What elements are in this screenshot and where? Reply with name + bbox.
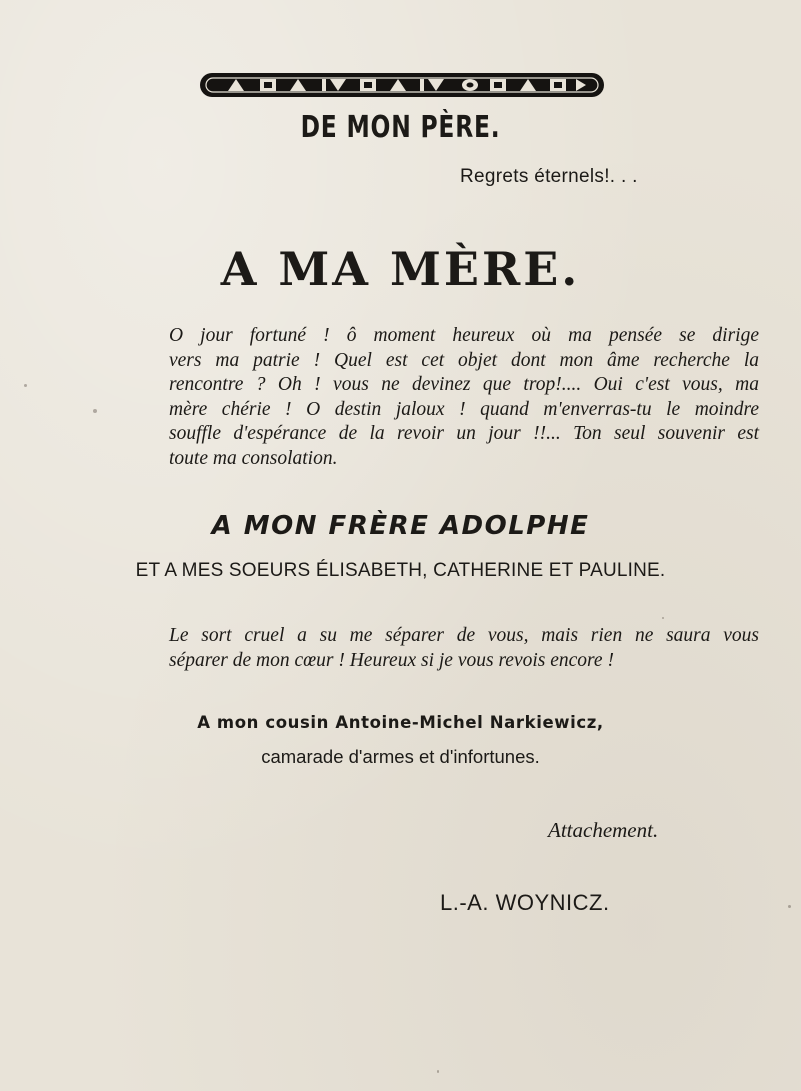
paragraph-line: vers ma patrie ! Quel est cet objet dont mon âme recherche la [169, 349, 759, 371]
paper-speck [437, 1070, 439, 1073]
heading-a-ma-mere: A MA MÈRE. [220, 242, 581, 296]
closing-attachement: Attachement. [548, 818, 659, 842]
paper-speck [662, 617, 664, 619]
paper-speck [24, 384, 27, 387]
paragraph-line: rencontre ? Oh ! vous ne devinez que trop!.... Oui c'est vous, ma [169, 374, 759, 395]
paragraph-line: O jour fortuné ! ô moment heureux où ma pensée se dirige [169, 325, 759, 346]
paragraph-line: toute ma consolation. [169, 447, 338, 469]
subtitle-camarade: camarade d'armes et d'infortunes. [261, 746, 540, 767]
heading-cousin: A mon cousin Antoine-Michel Narkiewicz, [197, 713, 604, 732]
paragraph-line: mère chérie ! O destin jaloux ! quand m'enverras-tu le moindre [169, 398, 759, 420]
paragraph-mere [169, 324, 759, 471]
paragraph-line: souffle d'espérance de la revoir un jour !!... Ton seul souvenir est [169, 423, 759, 444]
paragraph-line: Le sort cruel a su me séparer de vous, mais rien ne saura vous [169, 625, 759, 646]
ornamental-banner-graphic [198, 70, 606, 100]
heading-soeurs: ET A MES SOEURS ÉLISABETH, CATHERINE ET PAULINE. [135, 560, 666, 581]
ornamental-banner [198, 70, 606, 100]
paper-speck [93, 409, 97, 413]
subtitle-regrets: Regrets éternels!. . . [460, 166, 638, 187]
page-title: DE MON PÈRE. [300, 110, 501, 145]
paragraph-soeurs [169, 624, 759, 673]
paper-speck [788, 905, 791, 908]
paragraph-line: séparer de mon cœur ! Heureux si je vous revois encore ! [169, 649, 614, 671]
heading-a-mon-frere: A MON FRÈRE ADOLPHE [211, 511, 590, 541]
author-signature: L.-A. WOYNICZ. [440, 890, 610, 915]
